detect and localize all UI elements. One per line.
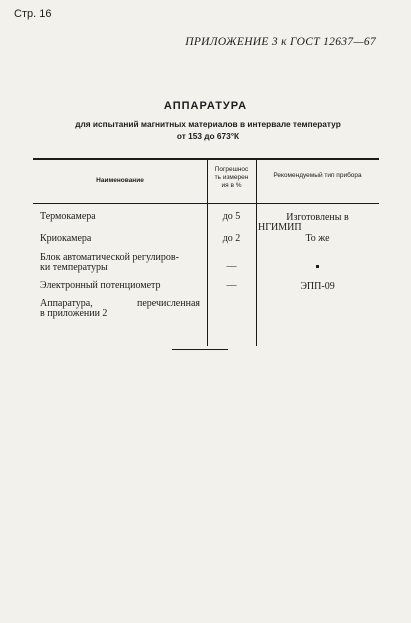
header-type: Рекомендуемый тип прибора bbox=[273, 172, 362, 179]
document-title: АППАРАТУРА bbox=[163, 100, 248, 112]
table-row-5-name bbox=[40, 299, 200, 319]
table-row-4-type: ЭПП-09 bbox=[300, 281, 335, 292]
table-row-4-error: — bbox=[226, 280, 237, 291]
table-row-2-type: То же bbox=[305, 233, 330, 244]
table-row-1-name: Термокамера bbox=[40, 211, 96, 222]
table-row-4-name: Электронный потенциометр bbox=[40, 280, 161, 291]
header-error-text: Погрешность измерения в % bbox=[214, 166, 249, 189]
subtitle-line-1: для испытаний магнитных материалов в интервале температур bbox=[75, 119, 341, 129]
table-row-3-error: — bbox=[226, 261, 237, 272]
table-row-5-name-line-2: в приложении 2 bbox=[40, 308, 108, 319]
table-row-1-type-line-2: НГИМИП bbox=[258, 222, 302, 233]
table-row-2-name: Криокамера bbox=[40, 233, 92, 244]
page-number: Стр. 16 bbox=[14, 8, 52, 20]
header-error bbox=[207, 166, 256, 190]
table-row-3-name bbox=[40, 253, 200, 273]
table-row-3-name-line-1: Блок автоматической регулиров- bbox=[40, 252, 179, 263]
table-row-3-type bbox=[256, 262, 379, 272]
table-row-5-name-line-1: Аппаратура, перечисленная bbox=[40, 298, 200, 309]
subtitle-line-2: от 153 до 673°К bbox=[176, 131, 240, 141]
closing-rule bbox=[172, 349, 228, 350]
header-name: Наименование bbox=[96, 177, 144, 184]
column-divider-2 bbox=[256, 159, 257, 346]
table-row-3-name-line-2: ки температуры bbox=[40, 262, 108, 273]
table-header-rule bbox=[33, 203, 379, 204]
table-row-1-type bbox=[256, 213, 379, 233]
appendix-reference: ПРИЛОЖЕНИЕ 3 к ГОСТ 12637—67 bbox=[185, 36, 376, 48]
table-row-1-type-line-1: Изготовлены в bbox=[286, 212, 349, 223]
table-row-1-error: до 5 bbox=[222, 211, 241, 222]
table-row-3-type-mark bbox=[316, 265, 319, 268]
table-top-rule bbox=[33, 158, 379, 160]
table-row-2-error: до 2 bbox=[222, 233, 241, 244]
document-subtitle bbox=[40, 118, 376, 142]
